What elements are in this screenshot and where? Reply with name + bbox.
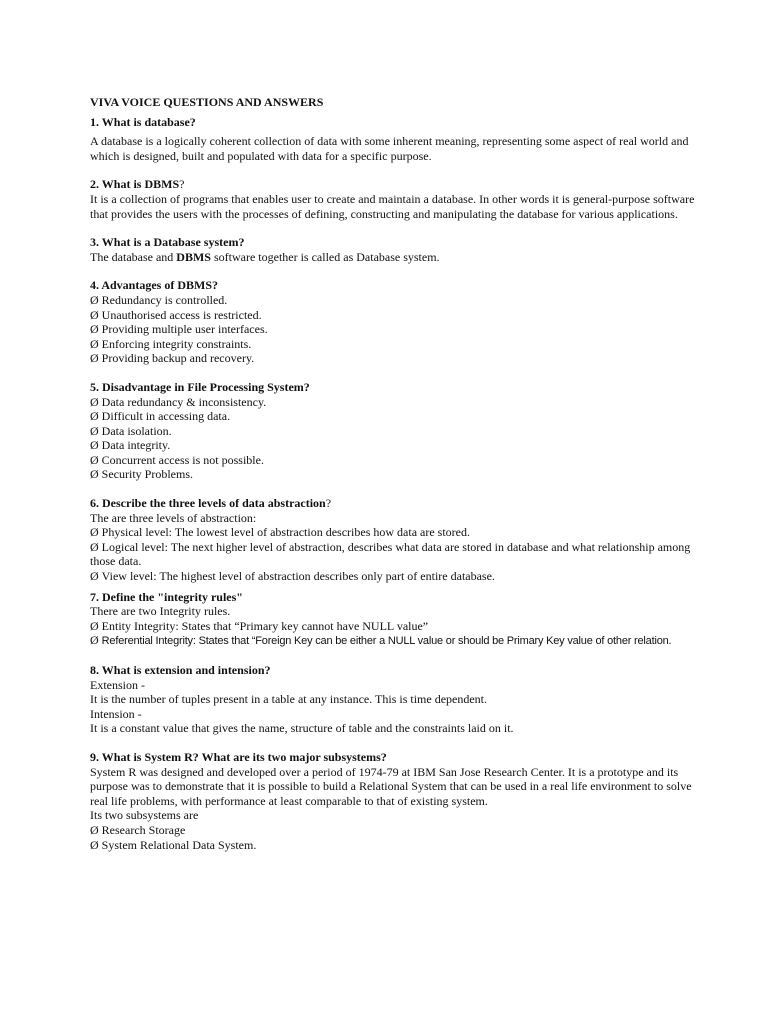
list-item [90, 467, 698, 482]
list-item [90, 322, 698, 337]
list-item [90, 619, 698, 634]
answer-intro: There are two Integrity rules. [90, 604, 231, 619]
question-heading: 5. Disadvantage in File Processing System? [90, 379, 310, 394]
question-heading: 4. Advantages of DBMS? [90, 278, 219, 293]
qa-section-4 [90, 278, 698, 366]
bullet-mark: Ø [90, 409, 99, 424]
list-item [90, 337, 698, 352]
bullet-mark: Ø [90, 394, 99, 409]
bullet-mark: Ø [90, 307, 99, 322]
question-text: 2. What is DBMS [90, 177, 180, 192]
bullet-mark: Ø [90, 618, 99, 633]
answer-intro: The are three levels of abstraction: [90, 510, 257, 525]
bullet-mark: Ø [90, 292, 99, 307]
list-item-text: Concurrent access is not possible. [101, 452, 264, 467]
list-item-text: Providing multiple user interfaces. [101, 322, 268, 337]
bullet-mark: Ø [90, 633, 99, 648]
question-heading: 1. What is database? [90, 114, 196, 129]
list-item [90, 438, 698, 453]
qa-section-8 [90, 663, 698, 736]
bullet-mark: Ø [90, 351, 99, 366]
list-item [90, 308, 698, 323]
bullet-mark: Ø [90, 525, 99, 540]
bullet-mark: Ø [90, 336, 99, 351]
qa-section-2 [90, 177, 698, 221]
answer-text: A database is a logically coherent collection of data with some inherent meaning, representing some aspect of real world and which is designed, built and populated with data for a specific purpose. [90, 134, 689, 163]
question-heading: 8. What is extension and intension? [90, 663, 271, 677]
qa-section-3 [90, 235, 698, 264]
document-title: VIVA VOICE QUESTIONS AND ANSWERS [90, 95, 324, 109]
list-item [90, 293, 698, 308]
list-item-text: Difficult in accessing data. [101, 409, 231, 424]
question-heading [90, 496, 698, 511]
qa-section-6 [90, 496, 698, 584]
answer-text [90, 250, 698, 265]
list-item-text: Enforcing integrity constraints. [101, 336, 252, 351]
qa-section-9 [90, 750, 698, 852]
list-item-text: Entity Integrity: States that “Primary key cannot have NULL value” [101, 618, 429, 633]
answer-bold-term: DBMS [176, 249, 211, 264]
list-item [90, 424, 698, 439]
list-item [90, 838, 698, 853]
list-item-text: Logical level: The next higher level of abstraction, describes what data are stored in database and what relationship among those data. [90, 539, 691, 569]
list-item [90, 453, 698, 468]
bullet-mark: Ø [90, 438, 99, 453]
qa-section-7 [90, 590, 698, 649]
list-item-text: System Relational Data System. [101, 837, 257, 852]
bullet-mark: Ø [90, 569, 99, 584]
question-heading: 7. Define the "integrity rules" [90, 589, 243, 604]
question-mark: ? [179, 177, 185, 192]
list-item-text: Providing backup and recovery. [101, 351, 255, 366]
list-item-text: Physical level: The lowest level of abstraction describes how data are stored. [101, 525, 470, 540]
list-item-text: Unauthorised access is restricted. [101, 307, 262, 322]
qa-section-1 [90, 115, 698, 164]
list-item-text: View level: The highest level of abstraction describes only part of entire database. [101, 569, 495, 584]
list-item [90, 395, 698, 410]
list-item [90, 351, 698, 366]
list-item [90, 540, 698, 569]
list-item [90, 525, 698, 540]
question-text: 6. Describe the three levels of data abstraction [90, 496, 326, 511]
list-item [90, 409, 698, 424]
list-item-text: Security Problems. [101, 467, 193, 482]
answer-intro: Its two subsystems are [90, 808, 199, 823]
list-item-text: Data isolation. [101, 423, 172, 438]
bullet-mark: Ø [90, 467, 99, 482]
bullet-mark: Ø [90, 452, 99, 467]
question-mark: ? [325, 496, 332, 511]
list-item [90, 823, 698, 838]
list-item-text: Data redundancy & inconsistency. [101, 394, 267, 409]
bullet-mark: Ø [90, 322, 99, 337]
question-heading: 9. What is System R? What are its two major subsystems? [90, 749, 387, 764]
bullet-mark: Ø [90, 539, 99, 554]
question-heading: 3. What is a Database system? [90, 235, 245, 250]
answer-part: software together is called as Database system. [210, 249, 440, 264]
list-item-text: Redundancy is controlled. [101, 292, 228, 307]
list-item [90, 633, 698, 649]
bullet-mark: Ø [90, 423, 99, 438]
term-label: Extension - [90, 677, 145, 692]
list-item-text: Referential Integrity: States that “Foreign Key can be either a NULL value or should be Primary Key value of other relation. [101, 635, 672, 648]
question-heading [90, 177, 698, 192]
answer-text: It is a collection of programs that enables user to create and maintain a database. In other words it is general-purpose software that provides the users with the processes of defining, constructing and manipulating the database for various applications. [90, 191, 695, 221]
bullet-mark: Ø [90, 822, 99, 837]
answer-text: System R was designed and developed over a period of 1974-79 at IBM San Jose Research Center. It is a prototype and its purpose was to demonstrate that it is possible to build a Relational System that can be used in a real life environment to solve real life problems, with performance at least comparable to that of existing system. [90, 764, 692, 808]
term-definition: It is the number of tuples present in a table at any instance. This is time dependent. [90, 692, 488, 707]
bullet-mark: Ø [90, 837, 99, 852]
qa-section-5 [90, 380, 698, 482]
list-item-text: Data integrity. [101, 438, 171, 453]
list-item-text: Research Storage [101, 822, 186, 837]
list-item [90, 569, 698, 584]
term-definition: It is a constant value that gives the name, structure of table and the constraints laid on it. [90, 721, 514, 736]
term-label: Intension - [90, 706, 142, 721]
answer-part: The database and [90, 249, 177, 264]
